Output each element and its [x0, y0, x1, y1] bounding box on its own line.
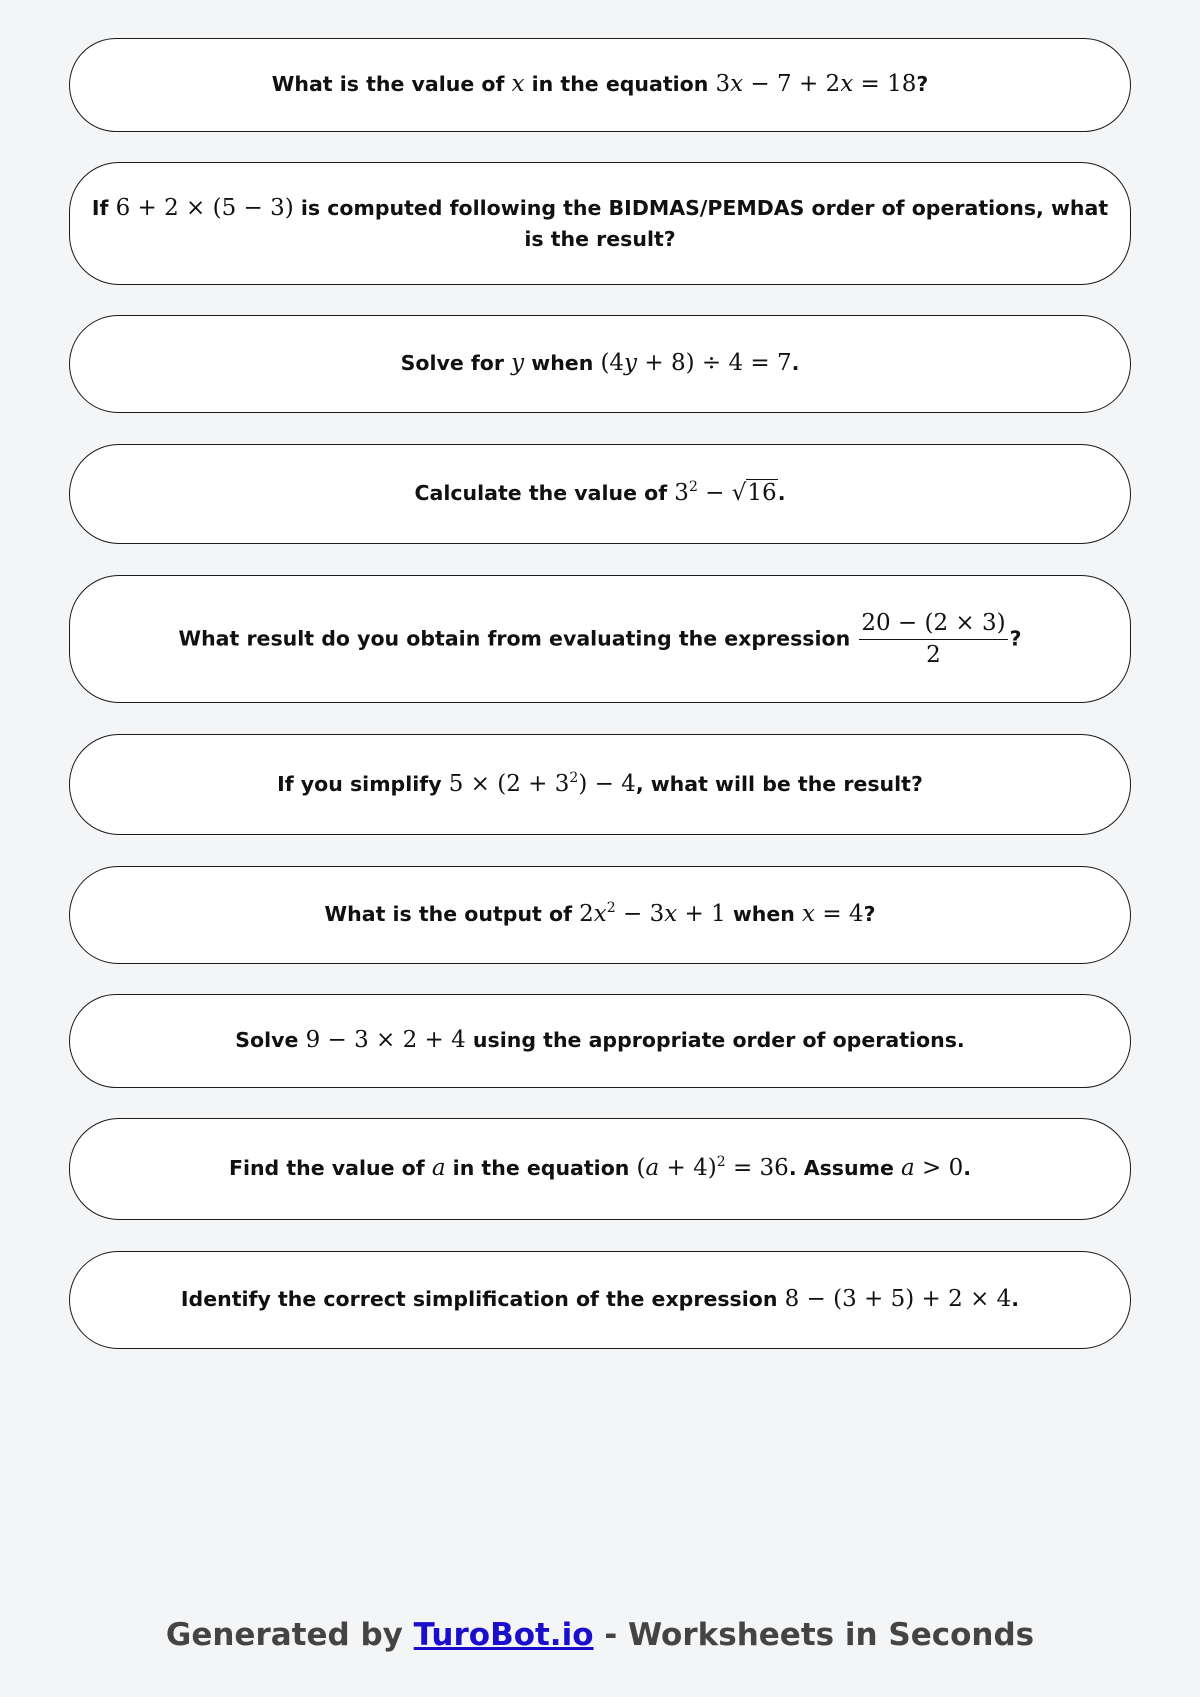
- question-text: What is the value of x in the equation 3x − 7 + 2x = 18?: [271, 71, 929, 98]
- question-card: [69, 994, 1131, 1088]
- question-card: [69, 866, 1131, 964]
- footer-prefix: Generated by: [165, 1617, 403, 1653]
- question-card: [69, 1118, 1131, 1220]
- question-text: What result do you obtain from evaluating the expression $\frac{20 - (2 \times 3)}{2}$ ?: [178, 609, 1022, 668]
- question-card: [69, 162, 1131, 285]
- question-card: [69, 38, 1131, 132]
- question-text: Calculate the value of $3^2 - √16$.: [414, 479, 786, 507]
- question-text: Identify the correct simplification of the expression 8 − (3 + 5) + 2 × 4.: [180, 1286, 1020, 1313]
- question-text: Solve for y when (4y + 8) ÷ 4 = 7.: [400, 350, 800, 377]
- question-text: What is the output of $2x^2 - 3x + 1$ when x = 4?: [324, 900, 876, 928]
- question-text: Solve 9 − 3 × 2 + 4 using the appropriate order of operations.: [235, 1027, 965, 1054]
- question-text: If 6 + 2 × (5 − 3) is computed following the BIDMAS/PEMDAS order of operations, what is the result?: [91, 194, 1109, 252]
- question-card: [69, 315, 1131, 413]
- question-card: [69, 444, 1131, 544]
- footer: [0, 1617, 1200, 1653]
- question-card: [69, 734, 1131, 835]
- question-text: Find the value of a in the equation $(a + 4)^2 = 36$. Assume a > 0.: [228, 1154, 972, 1182]
- footer-suffix: - Worksheets in Seconds: [604, 1617, 1035, 1653]
- turobot-link[interactable]: TuroBot.io: [413, 1617, 594, 1653]
- question-text: If you simplify $5 \times (2 + 3^2) - 4$, what will be the result?: [277, 769, 923, 797]
- question-card: [69, 575, 1131, 703]
- question-card: [69, 1251, 1131, 1349]
